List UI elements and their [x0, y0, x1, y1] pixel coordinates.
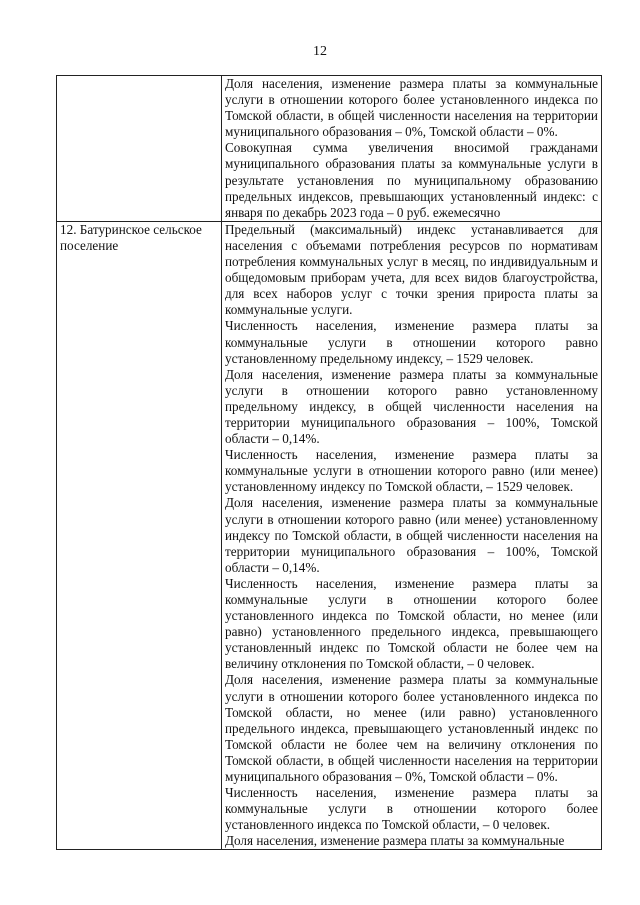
paragraph: Доля населения, изменение размера платы за коммунальные услуги в отношении которого более установленного индекса по Томской области, но менее (или равно) установленного предельного индекса, превышающего установленный индекс по Томской области не более чем на величину отклонения по Томской области, в общей численности населения на территории муниципального образования – 0%, Томской области – 0%.	[225, 672, 598, 785]
paragraph: Доля населения, изменение размера платы за коммунальные услуги в отношении которого более установленного индекса по Томской области, в общей численности населения на территории муниципального образования – 0%, Томской области – 0%.	[225, 76, 598, 140]
description-cell	[222, 221, 602, 850]
description-cell	[222, 76, 602, 222]
municipality-cell	[57, 76, 222, 222]
paragraph: Доля населения, изменение размера платы за коммунальные услуги в отношении которого равно (или менее) установленному индексу по Томской области, в общей численности населения на территории муниципального образования – 100%, Томской области – 0,14%.	[225, 495, 598, 575]
paragraph: Доля населения, изменение размера платы за коммунальные услуги в отношении которого равно установленному предельному индексу, в общей численности населения на территории муниципального образования – 100%, Томской области – 0,14%.	[225, 366, 598, 447]
paragraph: Совокупная сумма увеличения вносимой гражданами муниципального образования платы за коммунальные услуги в результате установления по муниципальному образованию предельных индексов, превышающих установленный индекс: с января по декабрь 2023 года – 0 руб. ежемесячно	[225, 140, 598, 220]
municipal-index-table	[56, 75, 602, 850]
paragraph: Численность населения, изменение размера платы за коммунальные услуги в отношении которого более установленного индекса по Томской области, – 0 человек.	[225, 785, 598, 833]
table-row	[57, 76, 602, 222]
page-number: 12	[313, 44, 327, 59]
municipality-name: 12. Батуринское сельское поселение	[60, 221, 202, 253]
paragraph: Численность населения, изменение размера платы за коммунальные услуги в отношении которого равно (или менее) установленному индексу по Томской области, – 1529 человек.	[225, 447, 598, 495]
municipality-cell	[57, 221, 222, 850]
paragraph: Предельный (максимальный) индекс устанавливается для населения с объемами потребления ресурсов по нормативам потребления коммунальных услуг в месяц, по индивидуальным и общедомовым приборам учета, для всех видов благоустройства, для всех наборов услуг с точки зрения прироста платы за коммунальные услуги.	[225, 221, 598, 318]
paragraph: Численность населения, изменение размера платы за коммунальные услуги в отношении которого более установленного индекса по Томской области, но менее (или равно) установленного предельного индекса, превышающего установленный индекс по Томской области не более чем на величину отклонения по Томской области, – 0 человек.	[225, 575, 598, 672]
paragraph: Численность населения, изменение размера платы за коммунальные услуги в отношении которого равно установленному предельному индексу, – 1529 человек.	[225, 318, 598, 366]
table-row	[57, 221, 602, 850]
paragraph: Доля населения, изменение размера платы за коммунальные	[225, 833, 565, 849]
